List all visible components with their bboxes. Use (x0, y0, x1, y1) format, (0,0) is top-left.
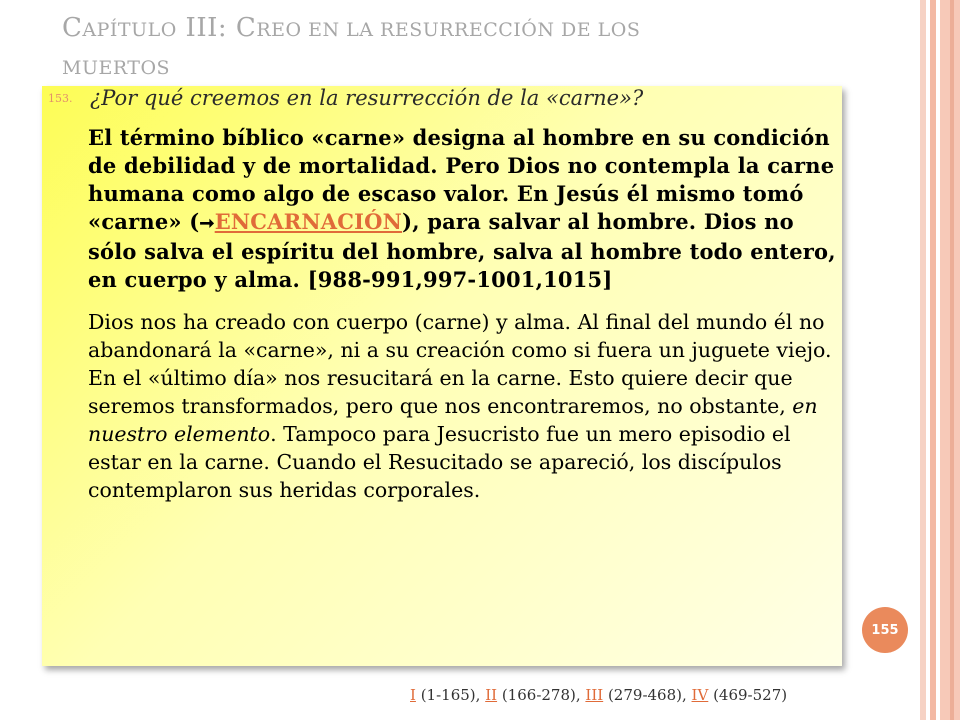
title-text: C (62, 13, 83, 43)
answer-bold-paragraph (88, 124, 840, 294)
title-text: MUERTOS (62, 57, 171, 79)
answer-italic-text: en nuestro elemento (88, 394, 818, 446)
footer-nav (410, 686, 787, 704)
footer-range: (469-527) (708, 686, 788, 704)
answer-text: ), para salvar al hombre. Dios no sólo salva el espíritu del hombre, salva al hombre todo entero, en cuerpo y alma. [988-991,997-1001,1015] (88, 209, 836, 292)
title-text: APÍTULO (82, 19, 177, 41)
part-iii-link[interactable]: III (585, 686, 604, 704)
slide-title (62, 10, 842, 86)
decorative-side-bars (920, 0, 960, 720)
answer-text: El término bíblico «carne» designa al hombre en su condición de debilidad y de mortalidad. Pero Dios no contempla la carne humana como algo de escaso valor. En Jesús él mismo tomó «carne» ( (88, 125, 835, 234)
title-text: C (235, 13, 257, 43)
arrow-right-icon: ➞ (199, 213, 215, 234)
answer (88, 124, 840, 504)
question-text: ¿Por qué creemos en la resurrección de la «carne»? (90, 86, 644, 110)
question-number: 153. (48, 92, 73, 105)
part-iv-link[interactable]: IV (691, 686, 709, 704)
part-i-link[interactable]: I (410, 686, 416, 704)
page-number-badge: 155 (862, 607, 908, 653)
answer-text: . Tampoco para Jesucristo fue un mero episodio el estar en la carne. Cuando el Resucitado se apareció, los discípulos contemplaron sus heridas corporales. (88, 422, 791, 502)
footer-range: (166-278), (497, 686, 586, 704)
side-bar (920, 0, 926, 720)
footer-range: (279-468), (603, 686, 692, 704)
side-bar (930, 0, 936, 720)
title-text: III: (176, 13, 236, 43)
footer-range: (1-165), (415, 686, 486, 704)
answer-normal-paragraph (88, 308, 840, 504)
side-bar (950, 0, 954, 720)
answer-text: Dios nos ha creado con cuerpo (carne) y alma. Al final del mundo él no abandonará la «carne», ni a su creación como si fuera un juguete viejo. En el «último día» nos resucitará en la carne. Esto quiere decir que seremos transformados, pero que nos encontraremos, no obstante, (88, 310, 832, 418)
title-text: REO EN LA RESURRECCIÓN DE LOS (256, 19, 641, 41)
part-ii-link[interactable]: II (485, 686, 498, 704)
encarnacion-link[interactable]: ENCARNACIÓN (214, 209, 403, 234)
